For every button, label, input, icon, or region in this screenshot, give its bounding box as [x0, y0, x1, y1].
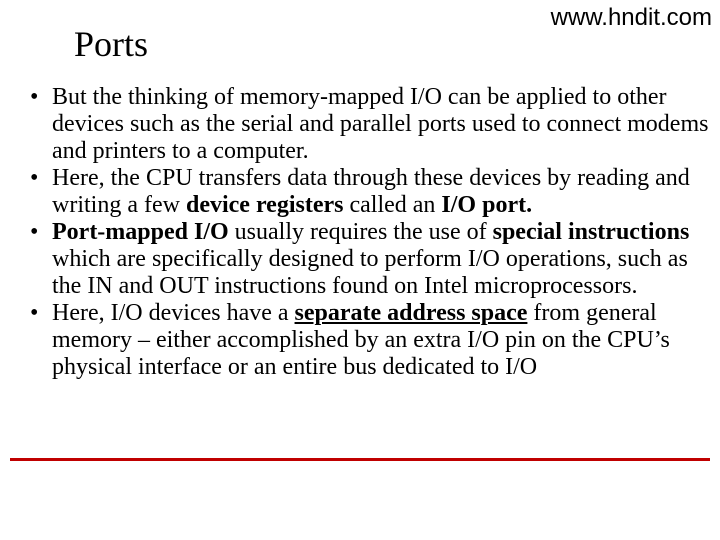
- bold-term: device registers: [185, 192, 344, 218]
- bullet-icon: •: [30, 84, 39, 110]
- bold-term: I/O port.: [441, 192, 533, 218]
- bullet-text: Here, I/O devices have a: [52, 300, 295, 326]
- bullet-text: But the thinking of memory-mapped I/O can be applied to other devices such as the serial and parallel ports used to connect modems and printers to a computer.: [52, 84, 709, 164]
- bullet-text: which are specifically designed to perform I/O operations, such as the IN and OUT instructions found on Intel microprocessors.: [52, 246, 688, 299]
- bullet-text: Here, the CPU transfers data through these devices by reading and writing a few: [52, 165, 690, 218]
- bold-term: Port-mapped I/O: [52, 219, 229, 245]
- site-url: www.hndit.com: [550, 4, 712, 31]
- bullet-text: from general memory – either accomplished by an extra I/O pin on the CPU’s physical interface or an entire bus dedicated to I/O: [52, 300, 670, 380]
- bullet-icon: •: [30, 165, 39, 191]
- bullet-item: [30, 84, 714, 165]
- bullet-icon: •: [30, 300, 39, 326]
- bullet-text: usually requires the use of: [228, 219, 493, 245]
- bold-underlined-term: separate address space: [294, 300, 528, 326]
- bullet-icon: •: [30, 219, 39, 245]
- bullet-list: [30, 84, 714, 381]
- bullet-item: [30, 219, 714, 300]
- slide-content: [30, 84, 714, 381]
- footer-divider: [10, 458, 710, 461]
- slide-title: Ports: [74, 24, 149, 64]
- bullet-item: [30, 300, 714, 381]
- bold-term: special instructions: [492, 219, 690, 245]
- bullet-item: [30, 165, 714, 219]
- bullet-text: called an: [343, 192, 442, 218]
